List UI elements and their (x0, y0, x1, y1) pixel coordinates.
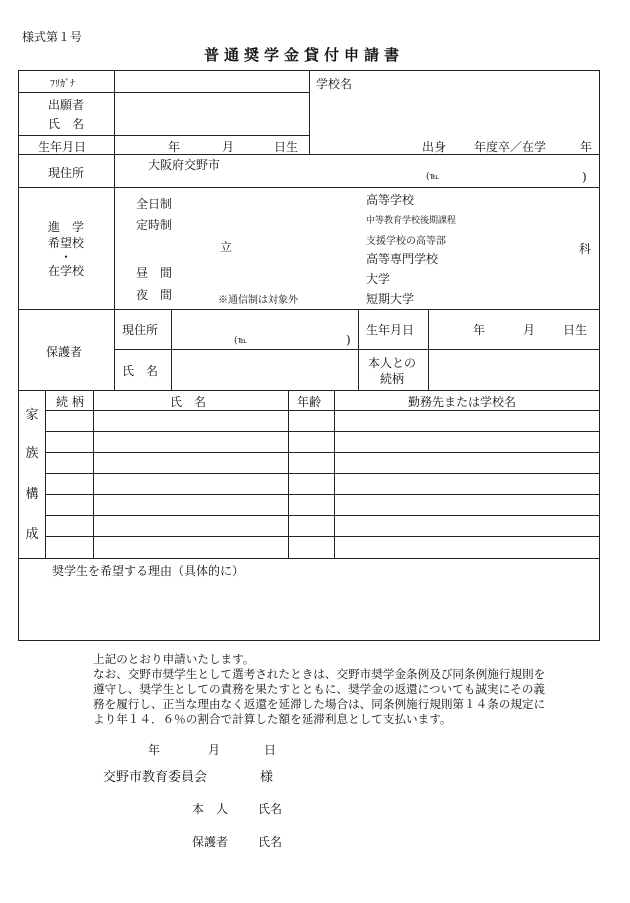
declaration-line-4: 務を履行し、正当な理由なく返還を延滞した場合は、同条例施行規則第１４条の規定に (93, 697, 546, 711)
school-type-university: 大学 (366, 272, 391, 286)
guardian-name-label: 氏 名 (122, 364, 159, 378)
public-suffix: 立 (220, 240, 233, 254)
relation-label-1: 本人との (368, 356, 417, 370)
school-name-label: 学校名 (316, 77, 353, 91)
family-col-work: 勤務先または学校名 (408, 395, 517, 409)
self-name-label: 氏名 (258, 802, 283, 816)
relation-label-2: 続柄 (380, 372, 405, 386)
guardian-sign-name-label: 氏名 (258, 835, 283, 849)
guardian-tel-close: ) (346, 333, 351, 347)
family-col-name: 氏 名 (170, 395, 207, 409)
address-label: 現住所 (48, 166, 85, 180)
family-col-relation: 続 柄 (56, 395, 84, 409)
school-label-1: 進 学 (48, 220, 85, 234)
declaration-line-3: 遵守し、奨学生としての責務を果たすとともに、奨学金の返還についても誠実にその義 (93, 682, 545, 696)
guardian-birth-month: 月 (523, 323, 536, 337)
address-tel-close: ) (582, 170, 587, 184)
self-label: 本 人 (192, 802, 229, 816)
addressee-honorific: 様 (260, 770, 274, 785)
address-value: 大阪府交野市 (148, 158, 221, 172)
birth-month-suffix: 月 (222, 140, 235, 154)
declaration-line-5: より年１４．６％の割合で計算した額を延滞利息として支払います。 (93, 712, 452, 726)
applicant-label: 出願者 (48, 98, 85, 112)
school-label-4: 在学校 (48, 264, 85, 278)
guardian-birth-day: 日生 (563, 323, 588, 337)
guardian-birth-label: 生年月日 (366, 323, 415, 337)
birth-year-suffix: 年 (168, 140, 181, 154)
family-side-label-3: 構 (25, 487, 39, 502)
guardian-address-label: 現住所 (122, 323, 159, 337)
page-title: 普通奨学金貸付申請書 (204, 46, 405, 64)
furigana-label: ﾌﾘｶﾞﾅ (50, 79, 75, 90)
grade-suffix: 年 (580, 140, 593, 154)
guardian-birth-year: 年 (473, 323, 486, 337)
school-type-junior-college: 短期大学 (366, 292, 415, 306)
declaration-line-2: なお、交野市奨学生として選考されたときは、交野市奨学金条例及び同条例施行規則を (93, 667, 546, 681)
name-label: 氏 名 (48, 117, 85, 131)
family-side-label-4: 成 (25, 527, 39, 542)
sign-year: 年 (148, 743, 161, 757)
origin-label: 出身 (422, 140, 447, 154)
course-day: 昼 間 (136, 266, 173, 280)
sign-month: 月 (208, 743, 221, 757)
address-tel-label: (℡ (426, 172, 440, 182)
family-side-label-2: 族 (25, 446, 39, 461)
reason-label: 奨学生を希望する理由（具体的に） (52, 564, 245, 578)
birth-day-suffix: 日生 (274, 140, 299, 154)
school-label-3: ・ (60, 250, 73, 264)
school-type-highschool: 高等学校 (366, 193, 415, 207)
grad-status-label: 年度卒／在学 (474, 140, 547, 154)
course-night: 夜 間 (136, 288, 173, 302)
declaration-line-1: 上記のとおり申請いたします。 (93, 652, 255, 666)
family-side-label-1: 家 (25, 408, 39, 423)
department-suffix: 科 (579, 242, 592, 256)
correspondence-note: ※通信制は対象外 (218, 295, 298, 306)
school-type-technical: 高等専門学校 (366, 252, 439, 266)
application-form-table (18, 70, 600, 641)
guardian-tel-label: (℡ (234, 336, 248, 346)
sign-day: 日 (264, 743, 277, 757)
addressee: 交野市教育委員会 (103, 770, 208, 785)
guardian-label: 保護者 (46, 345, 83, 359)
course-fulltime: 全日制 (136, 197, 173, 211)
family-col-age: 年齢 (297, 395, 322, 409)
guardian-sign-label: 保護者 (192, 835, 229, 849)
school-type-secondary: 中等教育学校後期課程 (366, 216, 457, 226)
school-label-2: 希望校 (48, 236, 85, 250)
school-type-support: 支援学校の高等部 (366, 236, 446, 247)
form-number: 様式第１号 (22, 30, 83, 44)
birth-date-label: 生年月日 (38, 140, 87, 154)
course-parttime: 定時制 (136, 218, 173, 232)
